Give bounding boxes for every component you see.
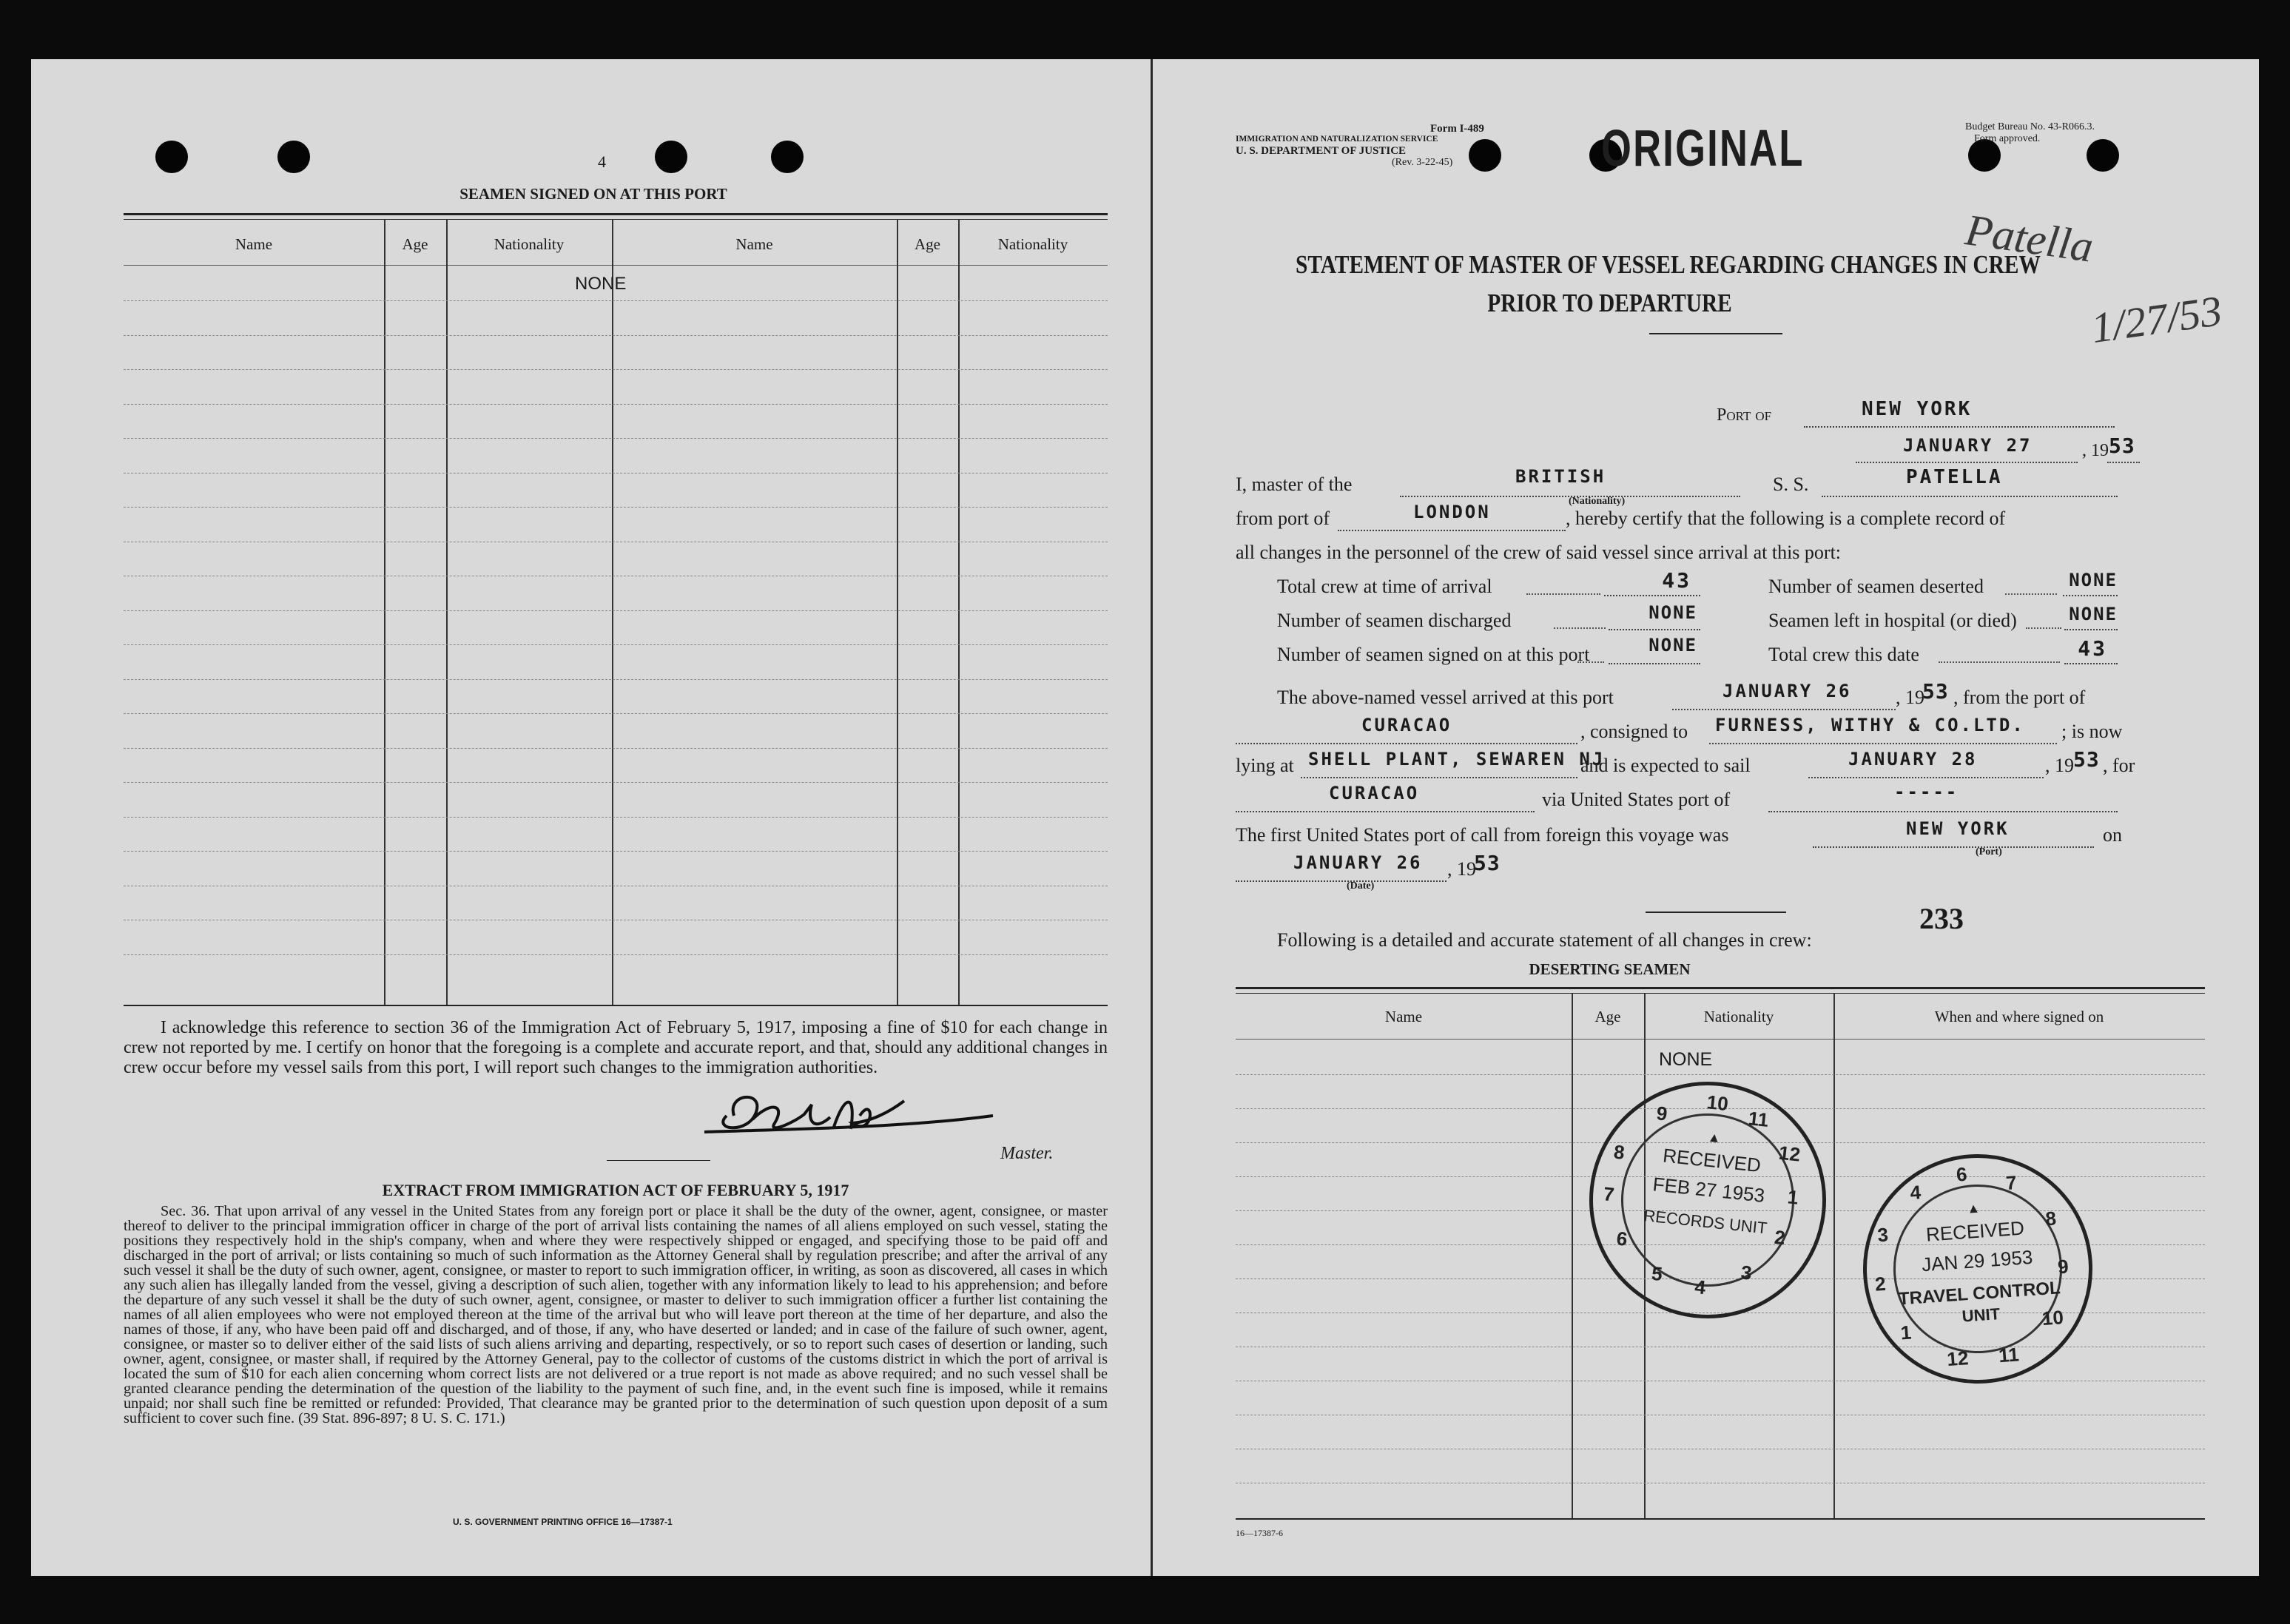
sail-year: 53 — [2073, 747, 2100, 772]
port-value: NEW YORK — [1862, 398, 1973, 420]
first-port-date: JANUARY 26 — [1293, 852, 1423, 873]
table-row-line — [124, 679, 1108, 680]
destination: CURACAO — [1329, 783, 1420, 803]
consignee: FURNESS, WITHY & CO.LTD. — [1715, 715, 2025, 735]
from-the-port-of: , from the port of — [1953, 687, 2086, 708]
footer-code: 16—17387-6 — [1236, 1528, 1283, 1538]
for-label: , for — [2103, 755, 2135, 776]
form-title-line2: PRIOR TO DEPARTURE — [1487, 289, 1732, 317]
column-header: Nationality — [1703, 1008, 1774, 1025]
punch-hole — [277, 141, 310, 173]
punch-hole — [771, 141, 804, 173]
table-row-line — [124, 369, 1108, 370]
port-caption: (Port) — [1976, 846, 2002, 858]
via-value: ----- — [1894, 781, 1959, 802]
table-row-line — [124, 748, 1108, 749]
table-row-line — [124, 782, 1108, 783]
lying-at-label: lying at — [1236, 755, 1294, 776]
following-text: Following is a detailed and accurate statement of all changes in crew: — [1277, 929, 1812, 951]
column-header: Nationality — [997, 235, 1068, 253]
stat-label: Total crew this date — [1768, 644, 1919, 665]
date-value: JANUARY 27 — [1903, 435, 2033, 456]
master-signature — [682, 1086, 1008, 1145]
page-number: 4 — [598, 152, 606, 171]
form-title-line1: STATEMENT OF MASTER OF VESSEL REGARDING CHANGES IN CREW — [1296, 250, 2041, 279]
budget-bureau: Budget Bureau No. 43-R066.3. — [1965, 121, 2095, 132]
received-stamp-records: 10 11 12 1 2 3 4 5 6 7 8 9 ▲ RECEIVED FEB 27 1953 RECORDS UNIT — [1577, 1070, 1838, 1330]
punch-hole — [655, 141, 687, 173]
stat-label: Total crew at time of arrival — [1277, 576, 1492, 597]
stat-value: NONE — [1649, 635, 1697, 656]
arrived-year: 53 — [1922, 679, 1949, 704]
column-header: Age — [1594, 1008, 1621, 1025]
nationality-value: BRITISH — [1515, 466, 1606, 487]
stat-value: NONE — [2069, 604, 2118, 624]
column-header: Name — [735, 235, 773, 253]
stamp-unit: RECORDS UNIT — [1643, 1206, 1768, 1238]
table-row-line — [124, 713, 1108, 714]
stat-value: NONE — [2069, 570, 2118, 590]
punch-hole — [155, 141, 188, 173]
handwritten-name: Patella — [1962, 205, 2097, 272]
master-of-the-label: I, master of the — [1236, 474, 1353, 495]
stat-label: Number of seamen discharged — [1277, 610, 1512, 631]
arrived-text: The above-named vessel arrived at this port — [1277, 687, 1614, 708]
via-label: via United States port of — [1542, 789, 1731, 810]
expected-label: and is expected to sail — [1580, 755, 1751, 776]
stat-label: Number of seamen deserted — [1768, 576, 1984, 597]
year-prefix: , 19 — [2082, 441, 2109, 460]
form-number: Form I-489 — [1430, 123, 1484, 135]
serial-number: 233 — [1919, 902, 1964, 935]
table-entry: NONE — [575, 274, 627, 294]
extract-title: EXTRACT FROM IMMIGRATION ACT OF FEBRUARY 5, 1917 — [382, 1181, 849, 1199]
agency-line2: U. S. DEPARTMENT OF JUSTICE — [1236, 145, 1407, 157]
stamp-date: JAN 29 1953 — [1921, 1245, 2034, 1276]
table-row-line — [124, 507, 1108, 508]
master-label: Master. — [1000, 1144, 1054, 1163]
table-row-line — [124, 438, 1108, 439]
printer-line: U. S. GOVERNMENT PRINTING OFFICE 16—17387-1 — [453, 1517, 673, 1527]
on-label: on — [2103, 824, 2122, 846]
stamp-date: FEB 27 1953 — [1651, 1173, 1766, 1207]
stat-label: Seamen left in hospital (or died) — [1768, 610, 2017, 631]
table-row-line — [124, 404, 1108, 405]
revision: (Rev. 3-22-45) — [1392, 157, 1453, 168]
column-header: Nationality — [494, 235, 565, 253]
first-port-year-prefix: , 19 — [1447, 858, 1476, 880]
received-stamp-travel: 6 7 8 9 10 11 12 1 2 3 4 ▲ RECEIVED JAN 29 1953 TRAVEL CONTROL UNIT — [1856, 1147, 2101, 1392]
column-header: Age — [402, 235, 428, 253]
column-header: Age — [915, 235, 940, 253]
is-now: ; is now — [2061, 721, 2123, 742]
table-row-line — [124, 610, 1108, 611]
certify-text: , hereby certify that the following is a complete record of — [1566, 508, 2006, 529]
first-port-text: The first United States port of call from foreign this voyage was — [1236, 824, 1729, 846]
column-header: Name — [1384, 1008, 1423, 1025]
nationality-caption: (Nationality) — [1569, 496, 1626, 507]
table-row-line — [124, 335, 1108, 336]
signature-line — [607, 1160, 710, 1161]
table-row-line — [124, 644, 1108, 645]
first-port-year: 53 — [1474, 851, 1501, 875]
table-row-line — [124, 473, 1108, 474]
sail-date: JANUARY 28 — [1848, 749, 1978, 769]
handwritten-date: 1/27/53 — [2088, 286, 2225, 353]
form-approved: Form approved. — [1974, 133, 2041, 144]
left-page — [31, 59, 1156, 1576]
punch-hole — [1469, 139, 1501, 172]
ss-label: S. S. — [1773, 474, 1809, 495]
deserting-title: DESERTING SEAMEN — [1529, 960, 1691, 978]
stat-label: Number of seamen signed on at this port — [1277, 644, 1590, 665]
arrived-year-prefix: , 19 — [1896, 687, 1924, 708]
original-stamp: ORIGINAL — [1601, 119, 1805, 177]
punch-hole — [2087, 139, 2119, 172]
table-row-line — [124, 300, 1108, 301]
seamen-signed-on-table — [124, 213, 1108, 1006]
date-caption: (Date) — [1347, 880, 1375, 892]
section-title: SEAMEN SIGNED ON AT THIS PORT — [459, 185, 727, 203]
table-row-line — [124, 817, 1108, 818]
right-page — [1153, 59, 2259, 1576]
date-year: 53 — [2109, 434, 2135, 458]
consigned-to-label: , consigned to — [1580, 721, 1688, 742]
port-label: Port of — [1717, 405, 1772, 425]
column-header: Name — [235, 235, 273, 253]
arrived-date: JANUARY 26 — [1722, 681, 1852, 701]
from-port-value: LONDON — [1413, 502, 1491, 522]
table-row-line — [124, 954, 1108, 955]
acknowledgement-text: I acknowledge this reference to section 36 of the Immigration Act of February 5, 1917, imposing a fine of $10 for each change in crew not reported by me. I certify on honor that the foregoing is a complete and accurate report, and that, should any additional changes in crew occur before my vessel sails from this port, I will report such changes to the immigration authorities. — [124, 1018, 1108, 1077]
stat-value: 43 — [2078, 636, 2107, 661]
column-header: When and where signed on — [1934, 1008, 2104, 1025]
extract-text: Sec. 36. That upon arrival of any vessel in the United States from any foreign port or place it shall be the duty of the owner, agent, consignee, or master thereof to deliver to the principal immigration officer in charge of the port of arrival lists containing the names of all aliens employed on such vessel, stating the positions they respectively hold in the ship's company, when and where they were respectively shipped or engaged, and specifying those to be paid off and discharged in the port of arrival; or lists containing so much of such information as the Attorney General shall by regulation prescribe; and after the arrival of any such vessel it shall be the duty of such owner, agent, consignee, or master to report to such immigration officer, in writing, as soon as discovered, all cases in which any such alien has illegally landed from the vessel, giving a description of such alien, together with any information likely to lead to his apprehension; and before the departure of any such vessel it shall be the duty of such owner, agent, consignee, or master to deliver to such immigration officer a further list containing the names of all alien employees who were not employed thereon at the time of the arrival but who will leave port thereon at the time of her departure, and also the names of those, if any, who have been paid off and discharged, and of those, if any, who have deserted or landed; and in case of the failure of such owner, agent, consignee, or master so to deliver either of the said lists of such aliens arriving and departing, respectively, or so to report such cases of desertion or landing, such owner, agent, consignee, or master shall, if required by the Attorney General, pay to the collector of customs of the customs district in which the port of arrival is located the sum of $10 for each alien concerning whom correct lists are not delivered or a true report is not made as above required; and no such vessel shall be granted clearance pending the determination of the question of the liability to the payment of such fine, and, in the event such fine is imposed, while it remains unpaid; nor shall such fine be remitted or refunded: Provided, That clearance may be granted prior to the determination of such question upon deposit of a sum sufficient to cover such fine. (39 Stat. 896-897; 8 U. S. C. 171.) — [124, 1203, 1108, 1426]
from-port2: CURACAO — [1361, 715, 1452, 735]
from-port-label: from port of — [1236, 508, 1330, 529]
first-port: NEW YORK — [1906, 818, 2010, 839]
lying-at: SHELL PLANT, SEWAREN NJ — [1308, 749, 1606, 769]
sail-year-prefix: , 19 — [2045, 755, 2074, 776]
stat-value: NONE — [1649, 602, 1697, 623]
stamp-received: RECEIVED — [1661, 1144, 1762, 1177]
stamp-unit-2: UNIT — [1961, 1304, 2001, 1326]
table-row-line — [124, 851, 1108, 852]
vessel-name: PATELLA — [1906, 466, 2003, 488]
certify-text2: all changes in the personnel of the crew of said vessel since arrival at this port: — [1236, 542, 1842, 563]
table-entry: NONE — [1659, 1049, 1713, 1070]
table-row-line — [1236, 1074, 2205, 1075]
stamp-received: RECEIVED — [1925, 1216, 2025, 1246]
stat-value: 43 — [1662, 568, 1691, 593]
stamp-unit: TRAVEL CONTROL — [1898, 1278, 2061, 1310]
agency-line1: IMMIGRATION AND NATURALIZATION SERVICE — [1236, 135, 1438, 144]
